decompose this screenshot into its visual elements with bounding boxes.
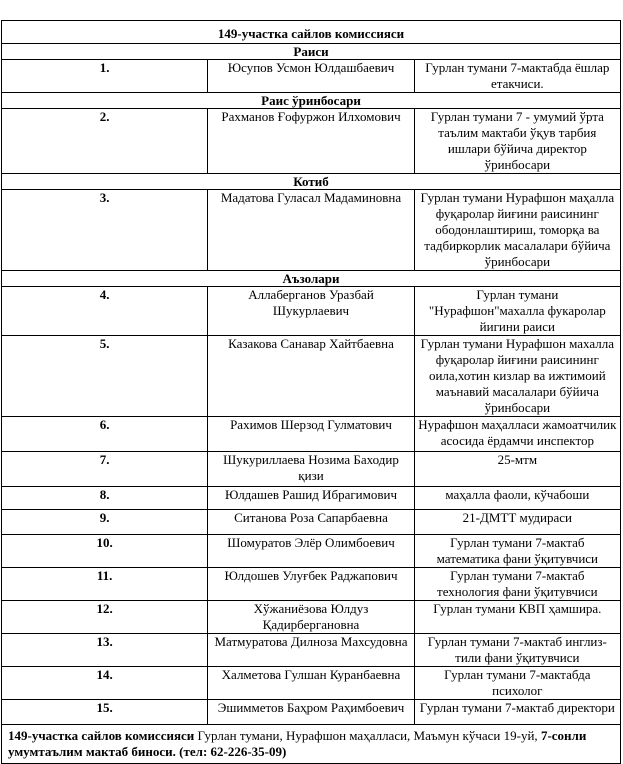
table-row — [2, 109, 621, 174]
member-name: Юлдашев Рашид Ибрагимович — [208, 487, 414, 510]
section-heading: Аъзолари — [2, 271, 621, 287]
member-position: Гурлан тумани 7-мактаб директори — [414, 700, 620, 725]
member-position: Гурлан тумани 7-мактаб инглиз-тили фани ўқитувчиси — [414, 634, 620, 667]
table-row — [2, 568, 621, 601]
member-position: Гурлан тумани Нурафшон махалла фуқаролар йиғини раисининг оила,хотин кизлар ва ижтимоий маънавий масалалари бўйича ўринбосари — [414, 336, 620, 417]
section-row-members — [2, 271, 621, 287]
member-position: 21-ДМТТ мудираси — [414, 510, 620, 535]
member-name: Юсупов Усмон Юлдашбаевич — [208, 60, 414, 93]
member-position: Гурлан тумани 7 - умумий ўрта таълим мактаби ўқув тарбия ишлари бўйича директор ўринбосари — [414, 109, 620, 174]
footer-school: 7-сонли умумтаълим мактаб биноси. (тел: 62-226-35-09) — [8, 728, 587, 759]
table-row — [2, 336, 621, 417]
member-name: Казакова Санавар Хайтбаевна — [208, 336, 414, 417]
member-name: Мадатова Гуласал Мадаминовна — [208, 190, 414, 271]
section-heading: Котиб — [2, 174, 621, 190]
table-row — [2, 452, 621, 487]
member-name: Рахманов Ғофуржон Илхомович — [208, 109, 414, 174]
member-position: Гурлан тумани 7-мактабда ёшлар етакчиси. — [414, 60, 620, 93]
member-name: Шукуриллаева Нозима Баходир қизи — [208, 452, 414, 487]
row-number: 5. — [2, 336, 208, 417]
table-row — [2, 60, 621, 93]
member-name: Аллаберганов Уразбай Шукурлаевич — [208, 287, 414, 336]
commission-table — [1, 20, 621, 764]
table-row — [2, 417, 621, 452]
member-position: Гурлан тумани Нурафшон маҳалла фуқаролар йиғини раисининг ободонлаштириш, томорқа ва тадбиркорлик масалалари бўйича ўринбосари — [414, 190, 620, 271]
member-name: Рахимов Шерзод Гулматович — [208, 417, 414, 452]
table-row — [2, 510, 621, 535]
title-row — [2, 21, 621, 44]
row-number: 11. — [2, 568, 208, 601]
member-position: маҳалла фаоли, кўчабоши — [414, 487, 620, 510]
row-number: 14. — [2, 667, 208, 700]
section-row-secretary — [2, 174, 621, 190]
table-row — [2, 667, 621, 700]
member-position: 25-мтм — [414, 452, 620, 487]
footer-label: 149-участка сайлов комиссияси — [8, 728, 195, 743]
footer-row — [2, 725, 621, 764]
table-row — [2, 535, 621, 568]
footer-address: Гурлан тумани, Нурафшон маҳалласи, Маъмун кўчаси 19-уй, — [194, 728, 541, 743]
commission-document — [1, 20, 621, 764]
row-number: 3. — [2, 190, 208, 271]
member-position: Гурлан тумани 7-мактаб математика фани ўқитувчиси — [414, 535, 620, 568]
member-position: Гурлан тумани 7-мактабда психолог — [414, 667, 620, 700]
footer-address-cell — [2, 725, 621, 764]
table-row — [2, 634, 621, 667]
row-number: 8. — [2, 487, 208, 510]
section-row-chair — [2, 44, 621, 60]
section-heading: Раис ўринбосари — [2, 93, 621, 109]
member-name: Юлдошев Улуғбек Раджапович — [208, 568, 414, 601]
member-position: Гурлан тумани КВП ҳамшира. — [414, 601, 620, 634]
row-number: 1. — [2, 60, 208, 93]
member-name: Матмуратова Дилноза Махсудовна — [208, 634, 414, 667]
member-name: Эшимметов Баҳром Раҳимбоевич — [208, 700, 414, 725]
table-row — [2, 190, 621, 271]
row-number: 12. — [2, 601, 208, 634]
member-name: Шомуратов Элёр Олимбоевич — [208, 535, 414, 568]
member-position: Гурлан тумани 7-мактаб технология фани ўқитувчиси — [414, 568, 620, 601]
section-row-deputy — [2, 93, 621, 109]
member-name: Халметова Гулшан Куранбаевна — [208, 667, 414, 700]
table-row — [2, 601, 621, 634]
table-row — [2, 700, 621, 725]
row-number: 7. — [2, 452, 208, 487]
row-number: 9. — [2, 510, 208, 535]
row-number: 4. — [2, 287, 208, 336]
row-number: 13. — [2, 634, 208, 667]
row-number: 2. — [2, 109, 208, 174]
member-position: Гурлан тумани "Нурафшон"махалла фукаролар йигини раиси — [414, 287, 620, 336]
row-number: 15. — [2, 700, 208, 725]
section-heading: Раиси — [2, 44, 621, 60]
row-number: 10. — [2, 535, 208, 568]
commission-title: 149-участка сайлов комиссияси — [2, 21, 621, 44]
table-row — [2, 287, 621, 336]
member-position: Нурафшон маҳалласи жамоатчилик асосида ёрдамчи инспектор — [414, 417, 620, 452]
row-number: 6. — [2, 417, 208, 452]
member-name: Хўжаниёзова Юлдуз Қадирбергановна — [208, 601, 414, 634]
member-name: Ситанова Роза Сапарбаевна — [208, 510, 414, 535]
table-row — [2, 487, 621, 510]
